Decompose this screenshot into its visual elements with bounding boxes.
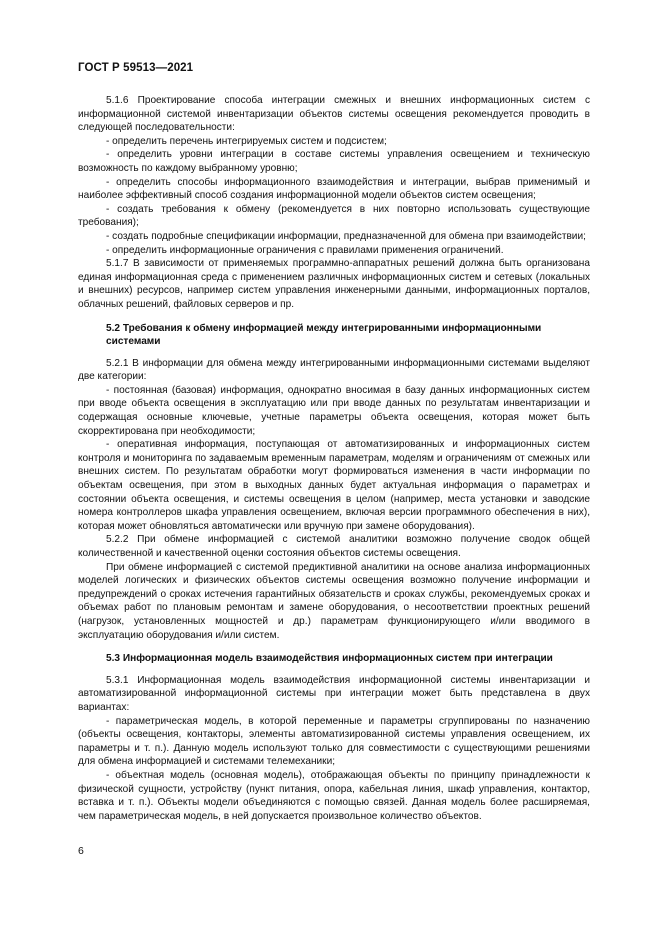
section-heading-5-3: 5.3 Информационная модель взаимодействия информационных систем при интеграции [106,653,553,665]
list-item: - постоянная (базовая) информация, однократно вносимая в базу данных информационных систем при вводе объекта освещения в эксплуатацию или при вводе данных по результатам инвентаризации и содержащая основные ключевые, учетные параметры объекта освещения, которая может быть скорректирована при необходимости; [78,384,590,437]
list-item: - определить перечень интегрируемых систем и подсистем; [106,135,387,147]
paragraph-5-2-2-continued: При обмене информацией с системой предиктивной аналитики на основе анализа информационных моделей логических и физических объектов системы освещения возможно получение информации и предупреждений о сроках истечения гарантийных обязательств и сроках службы, рекомендуемых сроках и объемах работ по плановым ремонтам и замене оборудования, о несоответствии проектных решений (нагрузок, установленных мощностей и др.) параметрам функционирующего и/или вводимого в эксплуатацию оборудования и/или систем. [78,561,590,641]
list-item: - определить способы информационного взаимодействия и интеграции, выбрав применимый и наиболее эффективный способ создания информационной модели объектов систем освещения; [78,176,590,202]
paragraph-5-1-6: 5.1.6 Проектирование способа интеграции смежных и внешних информационных систем с информационной системой инвентаризации объектов системы освещения рекомендуется проводить в следующей последовательности: [78,95,590,134]
page-number: 6 [78,845,84,857]
list-item: - создать требования к обмену (рекомендуется в них повторно использовать существующие требования); [78,203,590,229]
section-heading-5-2: 5.2 Требования к обмену информацией между интегрированными информационными системами [106,322,542,348]
list-item: - параметрическая модель, в которой переменные и параметры сгруппированы по назначению (объекты освещения, контакторы, элементы автоматизированной системы управления освещением, их параметры и т. п.). Данную модель используют только для совместимости с существующими решениями для обмена информацией и системами телемеханики; [78,715,590,768]
list-item: - создать подробные спецификации информации, предназначенной для обмена при взаимодействии; [106,230,586,242]
document-code-header: ГОСТ Р 59513—2021 [78,62,194,74]
list-item: - определить уровни интеграции в составе системы управления освещением и техническую возможность по каждому выбранному уровню; [78,149,590,174]
paragraph-5-2-1: 5.2.1 В информации для обмена между интегрированными информационными системами выделяют две категории: [78,357,590,383]
document-body [78,94,590,823]
list-item: - определить информационные ограничения с правилами применения ограничений. [106,244,504,256]
list-item: - оперативная информация, поступающая от автоматизированных и информационных систем контроля и мониторинга по задаваемым временным параметрам, моделям и ограничениям от смежных или внешних систем. По результатам обработки могут формироваться изменения в части информации по объектам освещения, при этом в выходных данных будет актуальная информация о параметрах и состоянии объекта освещения, и системы освещения в целом (например, места установки и заводские номера контроллеров шкафа управления освещением, включая версии программного обеспечения в них), которая может обновляться автоматически или вручную при замене оборудования). [78,439,590,532]
paragraph-5-2-2: 5.2.2 При обмене информацией с системой аналитики возможно получение сводок общей количественной и качественной оценки состояния объектов системы освещения. [78,534,590,559]
paragraph-5-1-7: 5.1.7 В зависимости от применяемых программно-аппаратных решений должна быть организована единая информационная среда с применением различных информационных систем и сетевых (локальных и внешних) ресурсов, например систем управления инженерными данными, информационных порталов, облачных решений, файловых серверов и пр. [78,258,590,310]
paragraph-5-3-1: 5.3.1 Информационная модель взаимодействия информационной системы инвентаризации и автоматизированной информационной системы при интеграции может быть представлена в двух вариантах: [78,674,590,713]
list-item: - объектная модель (основная модель), отображающая объекты по принципу принадлежности к физической сущности, устройству (пункт питания, опора, кабельная линия, шкаф управления, контактор, вставка и т. п.). Объекты модели объединяются с помощью связей. Данная модель более расширяемая, чем параметрическая модель, в ней допускается произвольное количество объектов. [78,769,590,822]
